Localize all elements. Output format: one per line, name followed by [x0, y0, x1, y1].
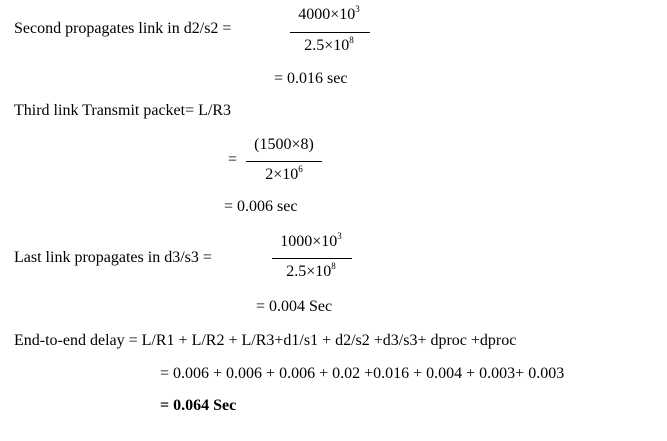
second-propagation-label: Second propagates link in d2/s2 =: [14, 20, 232, 37]
fraction-numerator: $1000\times 10^3$: [280, 231, 342, 250]
last-propagation-result: = 0.004 Sec: [256, 298, 333, 315]
end-to-end-delay-formula: End-to-end delay = L/R1 + L/R2 + L/R3+d1/s1 + d2/s2 +d3/s3+ dproc +dproc: [14, 332, 517, 349]
second-propagation-fraction: [286, 6, 372, 58]
fraction-numerator: $4000\times 10^3$: [298, 4, 360, 23]
fraction-denominator: $2.5\times 10^8$: [286, 261, 336, 280]
fraction-denominator: $2.5\times 10^8$: [304, 35, 354, 54]
last-propagation-label: Last link propagates in d3/s3 =: [14, 249, 212, 266]
second-propagation-result: = 0.016 sec: [274, 70, 348, 87]
fraction-bar: [272, 258, 352, 259]
end-to-end-delay-total: = 0.064 Sec: [160, 397, 237, 414]
third-link-equals: =: [228, 151, 238, 168]
last-propagation-fraction: [268, 233, 354, 285]
third-link-fraction: [242, 136, 326, 188]
fraction-denominator: $2\times 10^6$: [265, 164, 303, 183]
fraction-bar: [246, 161, 322, 162]
fraction-bar: [290, 32, 370, 33]
third-link-transmit-label: Third link Transmit packet= L/R3: [14, 102, 232, 119]
third-link-result: = 0.006 sec: [224, 198, 298, 215]
fraction-numerator: (1500×8): [254, 136, 314, 153]
end-to-end-delay-sum: = 0.006 + 0.006 + 0.006 + 0.02 +0.016 + 0.004 + 0.003+ 0.003: [160, 365, 565, 382]
